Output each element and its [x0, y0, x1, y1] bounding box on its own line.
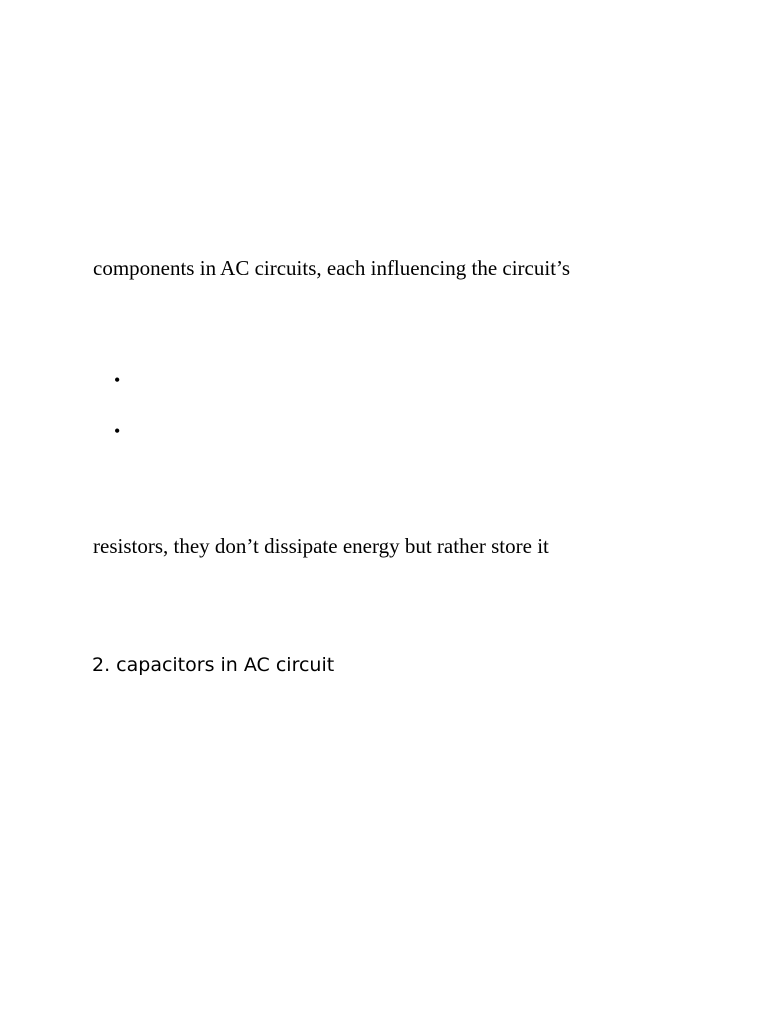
section-heading-capacitors: 2. capacitors in AC circuit: [92, 654, 335, 676]
bullet-point-1: •: [114, 370, 121, 390]
bullet-point-2: •: [114, 421, 121, 441]
paragraph-line-components: components in AC circuits, each influencing the circuit’s: [93, 256, 571, 280]
paragraph-line-resistors: resistors, they don’t dissipate energy but rather store it: [93, 534, 549, 558]
